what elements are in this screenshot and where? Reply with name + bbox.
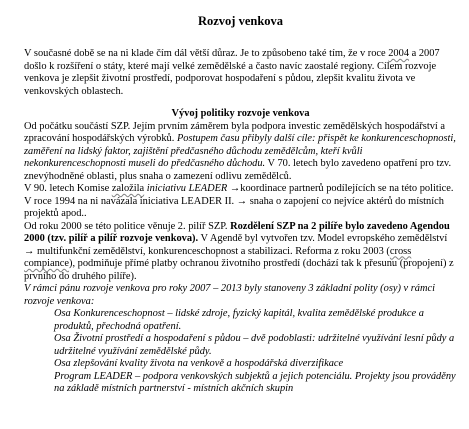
paragraph-agenda-bold: Rozdělení SZP na 2 pilíře bylo zavedeno Agendou 2000 (tzv. pilíř a pilíř rozvoje venkova). (24, 220, 450, 244)
paragraph-origins-tail: V 70. letech bylo zavedeno opatření pro tzv. znevýhodněné oblasti, plus snaha o zamezení odlivu zemědělců. (24, 158, 452, 182)
paragraph-agenda-flagged-term: cross compiance (24, 245, 412, 269)
document-title: Rozvoj venkova (197, 14, 284, 28)
axis-item: Program LEADER – podpora venkovských subjektů a jejich potenciálu. Projekty jsou prováděny na základě místních partnerství - místních akčních skupin (54, 370, 456, 394)
intro-year-flagged: 2004 (388, 48, 410, 59)
section-heading: Vývoj politiky rozvoje venkova (171, 108, 310, 119)
paragraph-agenda (24, 221, 457, 284)
axis-item: Osa zlepšování kvality života na venkově a hospodářská diverzifikace (54, 358, 344, 369)
paragraph-origins-text: Od počátku součástí SZP. Jejím prvním záměrem byla podpora investic zemědělských hospodářství a zpracování hospodářských výrobků. (24, 120, 446, 144)
paragraph-leader-flagged-word: založila (111, 183, 145, 194)
paragraph-leader-italic: iniciativu LEADER (146, 183, 228, 194)
paragraph-leader-text-2: →koordinace partnerů podílejících se na této politice. V roce 1994 na ni navázala iniciativa LEADER II. → snaha o zapojení co nejvíce aktérů do místních projektů apod.. (24, 183, 454, 219)
intro-text-2: a 2007 došlo k rozšíření o státy, které mají velké zemědělské a často navíc zaostalé regiony. Cílem rozvoje venkova je zlepšit životní prostředí, podporovat hospodaření s půdou, zlepšit kvalitu života ve venkovských oblastech. (24, 48, 440, 97)
intro-paragraph (24, 48, 457, 98)
paragraph-origins-italic: Postupem času přibyly další cíle: přispět ke konkurenceschopnosti, zaměření na lidský faktor, zajištění předčasného důchodu zemědělcům, kteří kvůli nekonkurenceschopnosti museli do předčasného důchodu. (24, 133, 456, 169)
axis-item: Osa Životní prostředí a hospodaření s půdou – dvě podoblasti: udržitelné využívání lesní půdy a udržitelné využívání zemědělské půdy. (54, 333, 455, 357)
paragraph-leader-text-1: V 90. letech Komise (24, 183, 112, 194)
intro-text-1: V současné době se na ni klade čím dál větší důraz. Je to způsobeno také tím, že v roce (24, 48, 389, 59)
paragraph-agenda-text-2: V Agendě byl vytvořen tzv. Model evropského zemědělství → multifunkční zemědělství, konkurenceschopnost a stabilizaci. Reforma z roku 2003 ( (24, 233, 448, 257)
paragraph-leader (24, 183, 457, 221)
paragraph-origins (24, 121, 457, 184)
paragraph-plan: V rámci pánu rozvoje venkova pro roky 2007 – 2013 byly stanoveny 3 základní polity (osy) v rámci rozvoje venkova: (24, 283, 436, 307)
paragraph-agenda-text-3: ), podmiňuje přímé platby ochranou životního prostředí (dochází tak k přesunu (propojení) z prvního do druhého pilíře). (24, 258, 454, 282)
axis-item: Osa Konkurenceschopnost – lidské zdroje, fyzický kapitál, kvalita zemědělské produkce a produktů, přechodná opatření. (54, 308, 424, 332)
paragraph-agenda-text-1: Od roku 2000 se této politice věnuje 2. pilíř SZP. (24, 220, 231, 232)
